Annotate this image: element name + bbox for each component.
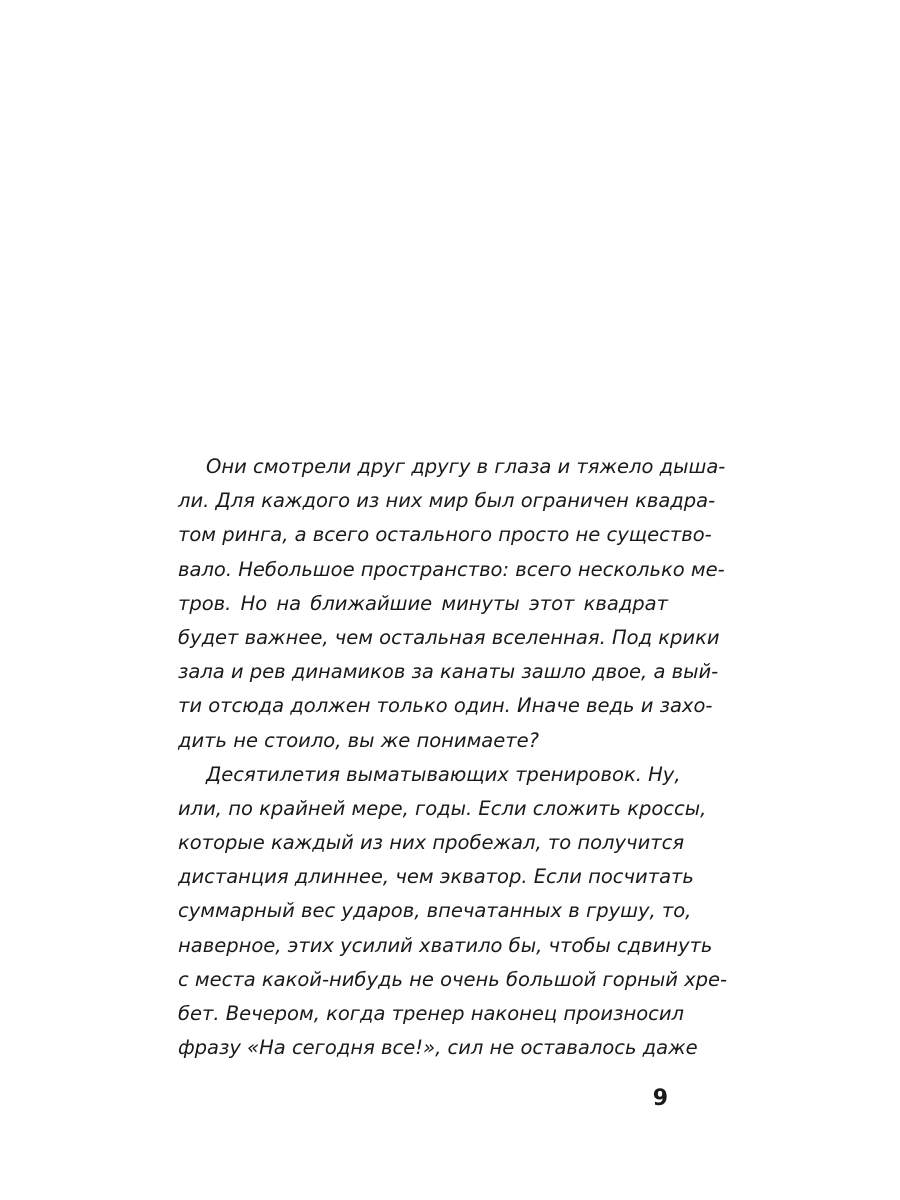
text-line: бет. Вечером, когда тренер наконец произносил (178, 1002, 684, 1025)
text-line: дистанция длиннее, чем экватор. Если посчитать (178, 865, 694, 889)
text-line: том ринга, а всего остального просто не существо- (178, 523, 712, 547)
text-line: суммарный вес ударов, впечатанных в грушу, то, (178, 899, 692, 923)
body-text (178, 450, 728, 1065)
text-line: которые каждый из них пробежал, то получится (178, 831, 685, 855)
text-line: Они смотрели друг другу в глаза и тяжело дыша- (206, 455, 726, 478)
text-line: фразу «На сегодня все!», сил не оставалось даже (178, 1036, 698, 1060)
text-line: наверное, этих усилий хватило бы, чтобы сдвинуть (178, 933, 713, 957)
text-line: зала и рев динамиков за канаты зашло двое, а вый- (178, 660, 719, 684)
paragraph-2 (178, 758, 728, 1066)
text-line: тров. Но на ближайшие минуты этот квадрат (178, 591, 668, 615)
text-line: или, по крайней мере, годы. Если сложить кроссы, (178, 796, 707, 820)
text-line: дить не стоило, вы же понимаете? (178, 728, 539, 752)
text-line: ти отсюда должен только один. Иначе ведь и захо- (178, 694, 713, 718)
text-line: вало. Небольшое пространство: всего несколько ме- (178, 557, 725, 581)
text-line: будет важнее, чем остальная вселенная. Под крики (178, 625, 720, 649)
text-line: ли. Для каждого из них мир был ограничен квадра- (178, 489, 716, 513)
text-line: Десятилетия выматывающих тренировок. Ну, (206, 762, 681, 786)
text-line: с места какой-нибудь не очень большой горный хре- (178, 967, 728, 991)
paragraph-1 (178, 450, 726, 758)
page-number: 9 (652, 1086, 668, 1111)
